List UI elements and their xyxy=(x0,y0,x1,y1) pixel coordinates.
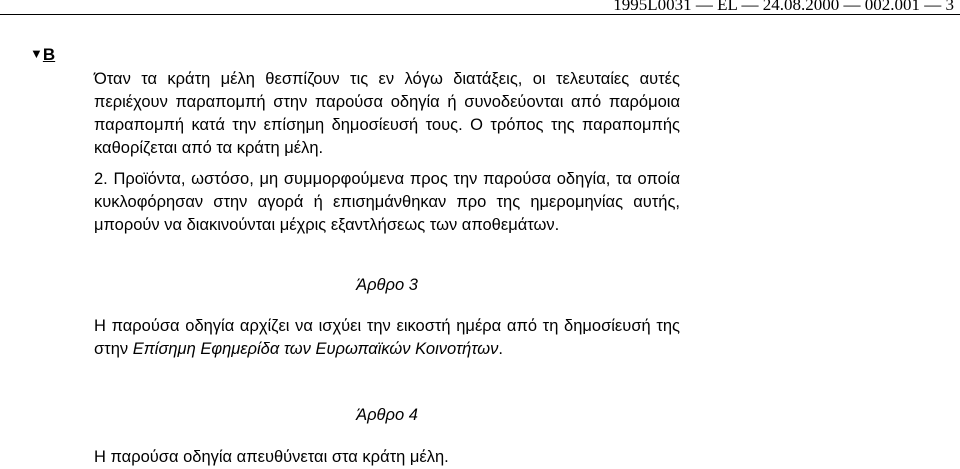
paragraph-4 xyxy=(94,446,680,469)
amendment-marker xyxy=(30,45,55,65)
article-3-heading: Άρθρο 3 xyxy=(356,276,418,294)
official-journal-title: Επίσημη Εφημερίδα των Ευρωπαϊκών Κοινοτήτων xyxy=(132,340,499,358)
page-header xyxy=(0,0,960,14)
header-rule xyxy=(0,14,960,15)
paragraph-2-text: 2. Προϊόντα, ωστόσο, μη συμμορφούμενα προς την παρούσα οδηγία, τα οποία κυκλοφόρησαν στην αγορά ή επισημάνθηκαν προ της ημερομηνίας αυτής, μπορούν να διακινούνται μέχρις εξαντλήσεως των αποθεμάτων. xyxy=(94,170,680,234)
article-4-heading: Άρθρο 4 xyxy=(356,406,418,424)
paragraph-4-text: Η παρούσα οδηγία απευθύνεται στα κράτη μέλη. xyxy=(94,448,449,466)
amendment-letter: B xyxy=(42,45,56,64)
running-head: 1995L0031 — EL — 24.08.2000 — 002.001 — 3 xyxy=(613,0,954,14)
paragraph-1-text: Όταν τα κράτη μέλη θεσπίζουν τις εν λόγω διατάξεις, οι τελευταίες αυτές περιέχουν παραπομπή στην παρούσα οδηγία ή συνοδεύονται από παρόμοια παραπομπή κατά την επίσημη δημοσίευσή τους. Ο τρόπος της παραπομπής καθορίζεται από τα κράτη μέλη. xyxy=(94,70,680,157)
triangle-down-icon: ▼ xyxy=(30,46,43,61)
paragraph-2 xyxy=(94,168,680,237)
paragraph-3-start: Η παρούσα οδηγία αρχίζει να ισχύει την εικοστή ημέρα από τη δημοσίευσή της στην xyxy=(94,317,680,358)
paragraph-3-text xyxy=(94,315,680,361)
paragraph-3 xyxy=(94,315,680,361)
paragraph-1 xyxy=(94,68,680,160)
paragraph-3-end: . xyxy=(498,340,503,358)
